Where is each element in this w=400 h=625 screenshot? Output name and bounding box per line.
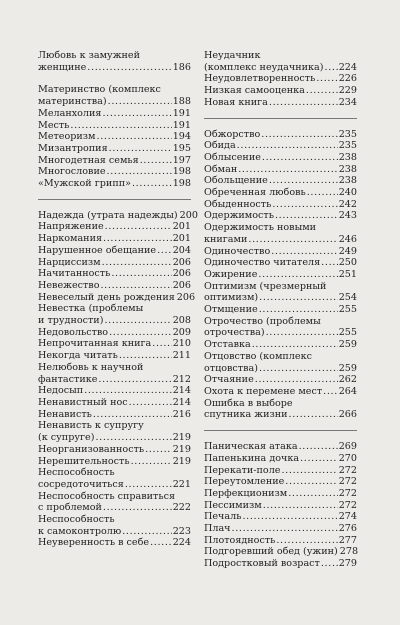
dot-leader [316, 73, 337, 85]
page-number: 270 [338, 452, 357, 464]
dot-leader [238, 164, 337, 176]
entry-text: Мизантропия [38, 142, 108, 154]
index-entry [204, 546, 357, 558]
entry-text: спутника жизни [204, 409, 288, 421]
entry-text: Неорганизованность [38, 443, 145, 455]
entry-text: Одиночество [204, 245, 271, 257]
page-number: 259 [338, 362, 357, 374]
page-number: 238 [338, 175, 357, 187]
entry-text: Переутомление [204, 476, 285, 488]
dot-leader [109, 143, 172, 155]
dot-leader [259, 304, 338, 316]
entry-text: Ошибка в выборе [204, 397, 293, 409]
page-number: 219 [172, 455, 191, 467]
index-entry [204, 246, 357, 258]
page-number: 255 [338, 304, 357, 316]
page-number: 206 [172, 279, 191, 291]
page-number: 198 [172, 166, 191, 178]
index-entry [38, 245, 191, 257]
page-number: 242 [338, 198, 357, 210]
dot-leader [299, 441, 338, 453]
entry-text: Отцовство (комплекс [204, 350, 312, 362]
entry-text: Многодетная семья [38, 154, 139, 166]
page-number: 235 [338, 128, 357, 140]
page-number: 226 [338, 73, 357, 85]
dot-leader [125, 479, 172, 491]
index-entry [38, 50, 191, 73]
dot-leader [248, 234, 337, 246]
dot-leader [300, 453, 338, 465]
index-entry [38, 166, 191, 178]
dot-leader [102, 257, 172, 269]
index-entry [38, 280, 191, 292]
page-number: 269 [338, 441, 357, 453]
dot-leader [129, 397, 172, 409]
entry-text: Одержимость новыми [204, 222, 317, 234]
page-number: 235 [338, 140, 357, 152]
entry-text: Отрочество (проблемы [204, 315, 321, 327]
dot-leader [105, 221, 172, 233]
entry-text: Недовольство [38, 326, 109, 338]
index-entry [38, 108, 191, 120]
dot-leader [321, 257, 338, 269]
entry-text: Отмщение [204, 304, 258, 316]
entry-text: Обреченная любовь [204, 187, 306, 199]
page-number: 272 [338, 464, 357, 476]
page-number: 264 [338, 385, 357, 397]
page-number: 221 [172, 478, 191, 490]
dot-leader [102, 108, 171, 120]
page-number: 255 [338, 327, 357, 339]
entry-text: и трудности) [38, 315, 104, 327]
index-entry [204, 257, 357, 269]
page-number: 204 [172, 244, 191, 256]
dot-leader [255, 374, 338, 386]
entry-text: Некогда читать [38, 350, 118, 362]
entry-text: Облысение [204, 151, 261, 163]
index-entry [204, 85, 357, 97]
section-divider [204, 421, 357, 431]
index-entry [204, 316, 357, 339]
entry-text: Оптимизм (чрезмерный [204, 280, 327, 292]
index-entry [38, 257, 191, 269]
index-entry [204, 210, 357, 222]
entry-text: Нерешительность [38, 455, 130, 467]
entry-text: Обман [204, 163, 238, 175]
dot-leader [263, 500, 338, 512]
entry-text: Перекати-поле [204, 464, 281, 476]
dot-leader [271, 246, 337, 258]
dot-leader [104, 315, 171, 327]
page-number: 223 [172, 525, 191, 537]
entry-text: Ненависть [38, 408, 92, 420]
index-entry [204, 339, 357, 351]
index-entry [38, 444, 191, 456]
index-entry [38, 467, 191, 490]
dot-leader [140, 155, 172, 167]
dot-leader [252, 339, 338, 351]
index-entry [204, 97, 357, 109]
entry-text: Обжорство [204, 128, 261, 140]
page-number: 240 [338, 187, 357, 199]
entry-text: Ненавистный нос [38, 396, 128, 408]
dot-leader [262, 152, 338, 164]
entry-text: материнства) [38, 96, 107, 108]
entry-text: книгами [204, 233, 248, 245]
entry-text: Неудовлетворенность [204, 73, 316, 85]
index-entry [38, 456, 191, 468]
page-number: 201 [172, 233, 191, 245]
entry-text: Ненависть к супругу [38, 420, 144, 432]
dot-leader [98, 374, 171, 386]
dot-leader [232, 523, 338, 535]
index-entry [204, 386, 357, 398]
page-number: 214 [172, 396, 191, 408]
index-entry [204, 187, 357, 199]
page-number: 259 [338, 339, 357, 351]
page-number: 195 [172, 142, 191, 154]
dot-leader [70, 120, 171, 132]
page-number: 210 [172, 338, 191, 350]
dot-leader [111, 268, 171, 280]
index-entry [204, 222, 357, 245]
dot-leader [275, 210, 338, 222]
page-number: 216 [172, 408, 191, 420]
page-number: 243 [338, 210, 357, 222]
dot-leader [93, 409, 172, 421]
dot-leader [157, 245, 172, 257]
entry-text: Нелюбовь к научной [38, 361, 144, 373]
entry-text: Меланхолия [38, 107, 102, 119]
index-entry [204, 465, 357, 477]
dot-leader [97, 131, 172, 143]
dot-leader [107, 166, 172, 178]
page-number: 229 [338, 85, 357, 97]
dot-leader [122, 526, 171, 538]
page-number: 206 [172, 268, 191, 280]
page-number: 278 [339, 546, 359, 558]
entry-text: Одиночество читателя [204, 257, 321, 269]
dot-leader [119, 350, 172, 362]
index-entry [204, 304, 357, 316]
page-number: 276 [338, 523, 357, 535]
dot-leader [103, 502, 172, 514]
entry-text: Печаль [204, 511, 242, 523]
entry-text: Невеселый день рождения [38, 291, 175, 303]
entry-text: «Мужской грипп» [38, 178, 131, 190]
index-entry [38, 338, 191, 350]
dot-leader [145, 444, 172, 456]
dot-leader [84, 385, 172, 397]
dot-leader [95, 432, 171, 444]
dot-leader [103, 233, 172, 245]
entry-text: Материнство (комплекс [38, 84, 161, 96]
entry-text: Непрочитанная книга [38, 338, 152, 350]
dot-leader [132, 178, 172, 190]
section-gap [38, 73, 191, 84]
entry-text: Неуверенность в себе [38, 537, 150, 549]
entry-text: Подростковый возраст [204, 558, 320, 570]
entry-text: Паническая атака [204, 441, 298, 453]
dot-leader [323, 386, 338, 398]
entry-text: Охота к перемене мест [204, 385, 323, 397]
entry-text: Пессимизм [204, 499, 262, 511]
section-divider [38, 190, 191, 200]
entry-text: Обида [204, 140, 236, 152]
page-number: 194 [172, 131, 191, 143]
index-entry [204, 476, 357, 488]
index-entry [38, 537, 191, 549]
index-entry [204, 73, 357, 85]
page-number: 219 [172, 443, 191, 455]
index-entry [204, 441, 357, 453]
entry-text: Новая книга [204, 96, 268, 108]
dot-leader [259, 363, 338, 375]
page-number: 191 [172, 107, 191, 119]
page-number: 238 [338, 163, 357, 175]
index-entry [38, 221, 191, 233]
page-number: 200 [179, 209, 198, 221]
dot-leader [285, 476, 337, 488]
page-number: 238 [338, 151, 357, 163]
entry-text: Метеоризм [38, 131, 96, 143]
page-number: 274 [338, 511, 357, 523]
dot-leader [237, 140, 338, 152]
index-entry [204, 558, 357, 570]
dot-leader [87, 62, 171, 74]
index-entry [38, 420, 191, 443]
page-number: 262 [338, 374, 357, 386]
entry-text: Нарушенное обещание [38, 244, 157, 256]
index-entry [204, 50, 357, 73]
index-entry [204, 535, 357, 547]
entry-text: Ожирение [204, 268, 258, 280]
index-entry [204, 164, 357, 176]
entry-text: Отчаяние [204, 374, 254, 386]
index-entry [204, 374, 357, 386]
page-number: 251 [338, 268, 357, 280]
page-number: 272 [338, 476, 357, 488]
entry-text: Папенькина дочка [204, 452, 300, 464]
page-number: 201 [172, 221, 191, 233]
dot-leader [325, 62, 338, 74]
dot-leader [306, 85, 338, 97]
index-entry [38, 409, 191, 421]
index-column-left [38, 50, 198, 549]
index-entry [204, 152, 357, 164]
dot-leader [288, 488, 337, 500]
entry-text: отцовства) [204, 362, 258, 374]
entry-text: Неспособность [38, 514, 115, 526]
index-entry [204, 129, 357, 141]
entry-text: (комплекс неудачника) [204, 61, 324, 73]
entry-text: Напряжение [38, 221, 104, 233]
page-number: 188 [172, 96, 191, 108]
index-entry [38, 131, 191, 143]
index-entry [38, 143, 191, 155]
index-entry [38, 268, 191, 280]
index-entry [204, 488, 357, 500]
entry-text: фантастике [38, 373, 98, 385]
entry-text: Обыденность [204, 198, 272, 210]
page-number: 224 [338, 61, 357, 73]
index-entry [38, 327, 191, 339]
dot-leader [276, 535, 337, 547]
index-entry [38, 397, 191, 409]
dot-leader [261, 129, 337, 141]
entry-text: сосредоточиться [38, 478, 124, 490]
index-entry [204, 500, 357, 512]
index-entry [204, 199, 357, 211]
index-entry [38, 491, 191, 514]
dot-leader [266, 327, 338, 339]
entry-text: Одержимость [204, 210, 274, 222]
page-number: 212 [172, 373, 191, 385]
dot-leader [152, 338, 171, 350]
page-number: 197 [172, 154, 191, 166]
dot-leader [108, 96, 172, 108]
dot-leader [150, 537, 172, 549]
dot-leader [289, 409, 338, 421]
page-number: 249 [338, 245, 357, 257]
index-entry [38, 120, 191, 132]
index-entry [38, 233, 191, 245]
page-number: 222 [172, 502, 191, 514]
page-number: 250 [338, 257, 357, 269]
index-entry [204, 511, 357, 523]
index-entry [204, 351, 357, 374]
page-number: 209 [172, 326, 191, 338]
entry-text: оптимизм) [204, 292, 259, 304]
index-entry [38, 291, 196, 304]
entry-text: Невестка (проблемы [38, 303, 144, 315]
page-number: 272 [338, 499, 357, 511]
entry-text: Неспособность справиться [38, 490, 176, 502]
index-entry [204, 175, 357, 187]
dot-leader [100, 280, 171, 292]
dot-leader [281, 465, 337, 477]
entry-text: с проблемой [38, 502, 102, 514]
entry-text: Неудачник [204, 50, 261, 61]
section-divider [204, 109, 357, 119]
dot-leader [258, 269, 337, 281]
entry-text: Неспособность [38, 467, 115, 479]
entry-text: Недосып [38, 385, 84, 397]
dot-leader [307, 187, 338, 199]
page-number: 234 [338, 96, 357, 108]
index-entry [38, 514, 191, 537]
page-number: 211 [172, 350, 191, 362]
page-number: 198 [172, 178, 191, 190]
index-entry [38, 385, 191, 397]
dot-leader [269, 97, 338, 109]
page-number: 219 [172, 432, 191, 444]
index-entry [204, 281, 357, 304]
page-number: 277 [338, 534, 357, 546]
page-number: 191 [172, 119, 191, 131]
index-entry [38, 362, 191, 385]
page-number: 208 [172, 315, 191, 327]
index-entry [38, 178, 191, 190]
dot-leader [131, 456, 172, 468]
entry-text: Плач [204, 523, 231, 535]
entry-text: Начитанность [38, 268, 111, 280]
page-number: 272 [338, 487, 357, 499]
dot-leader [321, 558, 338, 570]
index-entry [204, 269, 357, 281]
index-entry [38, 303, 191, 326]
entry-text: Низкая самооценка [204, 85, 305, 97]
index-entry [204, 140, 357, 152]
page-number: 279 [338, 558, 357, 570]
entry-text: отрочества) [204, 327, 265, 339]
page-number: 224 [172, 537, 191, 549]
entry-text: к самоконтролю [38, 525, 122, 537]
index-column-right [204, 50, 357, 570]
index-entry [38, 84, 191, 107]
entry-text: женщине [38, 61, 87, 73]
index-entry [38, 155, 191, 167]
entry-text: Наркомания [38, 233, 103, 245]
index-entry [38, 350, 191, 362]
page-number: 206 [172, 256, 191, 268]
entry-text: Многословие [38, 166, 106, 178]
entry-text: Отставка [204, 339, 251, 351]
dot-leader [259, 292, 338, 304]
entry-text: Нарциссизм [38, 256, 101, 268]
entry-text: Подгоревший обед (ужин) [204, 546, 338, 558]
index-entry [38, 209, 198, 222]
page-number: 206 [176, 291, 196, 303]
page-number: 214 [172, 385, 191, 397]
entry-text: (к супруге) [38, 432, 95, 444]
entry-text: Плотоядность [204, 534, 276, 546]
entry-text: Месть [38, 119, 70, 131]
index-entry [204, 398, 357, 421]
entry-text: Обольщение [204, 175, 268, 187]
page-number: 186 [172, 61, 191, 73]
dot-leader [242, 511, 337, 523]
page-number: 254 [338, 292, 357, 304]
page-number: 266 [338, 409, 357, 421]
entry-text: Надежда (утрата надежды) [38, 209, 178, 221]
page-number: 246 [338, 233, 357, 245]
dot-leader [269, 175, 338, 187]
entry-text: Перфекционизм [204, 487, 288, 499]
dot-leader [109, 327, 172, 339]
entry-text: Невежество [38, 279, 100, 291]
dot-leader [272, 199, 337, 211]
index-entry [204, 453, 357, 465]
entry-text: Любовь к замужней [38, 50, 140, 61]
index-entry [204, 523, 357, 535]
